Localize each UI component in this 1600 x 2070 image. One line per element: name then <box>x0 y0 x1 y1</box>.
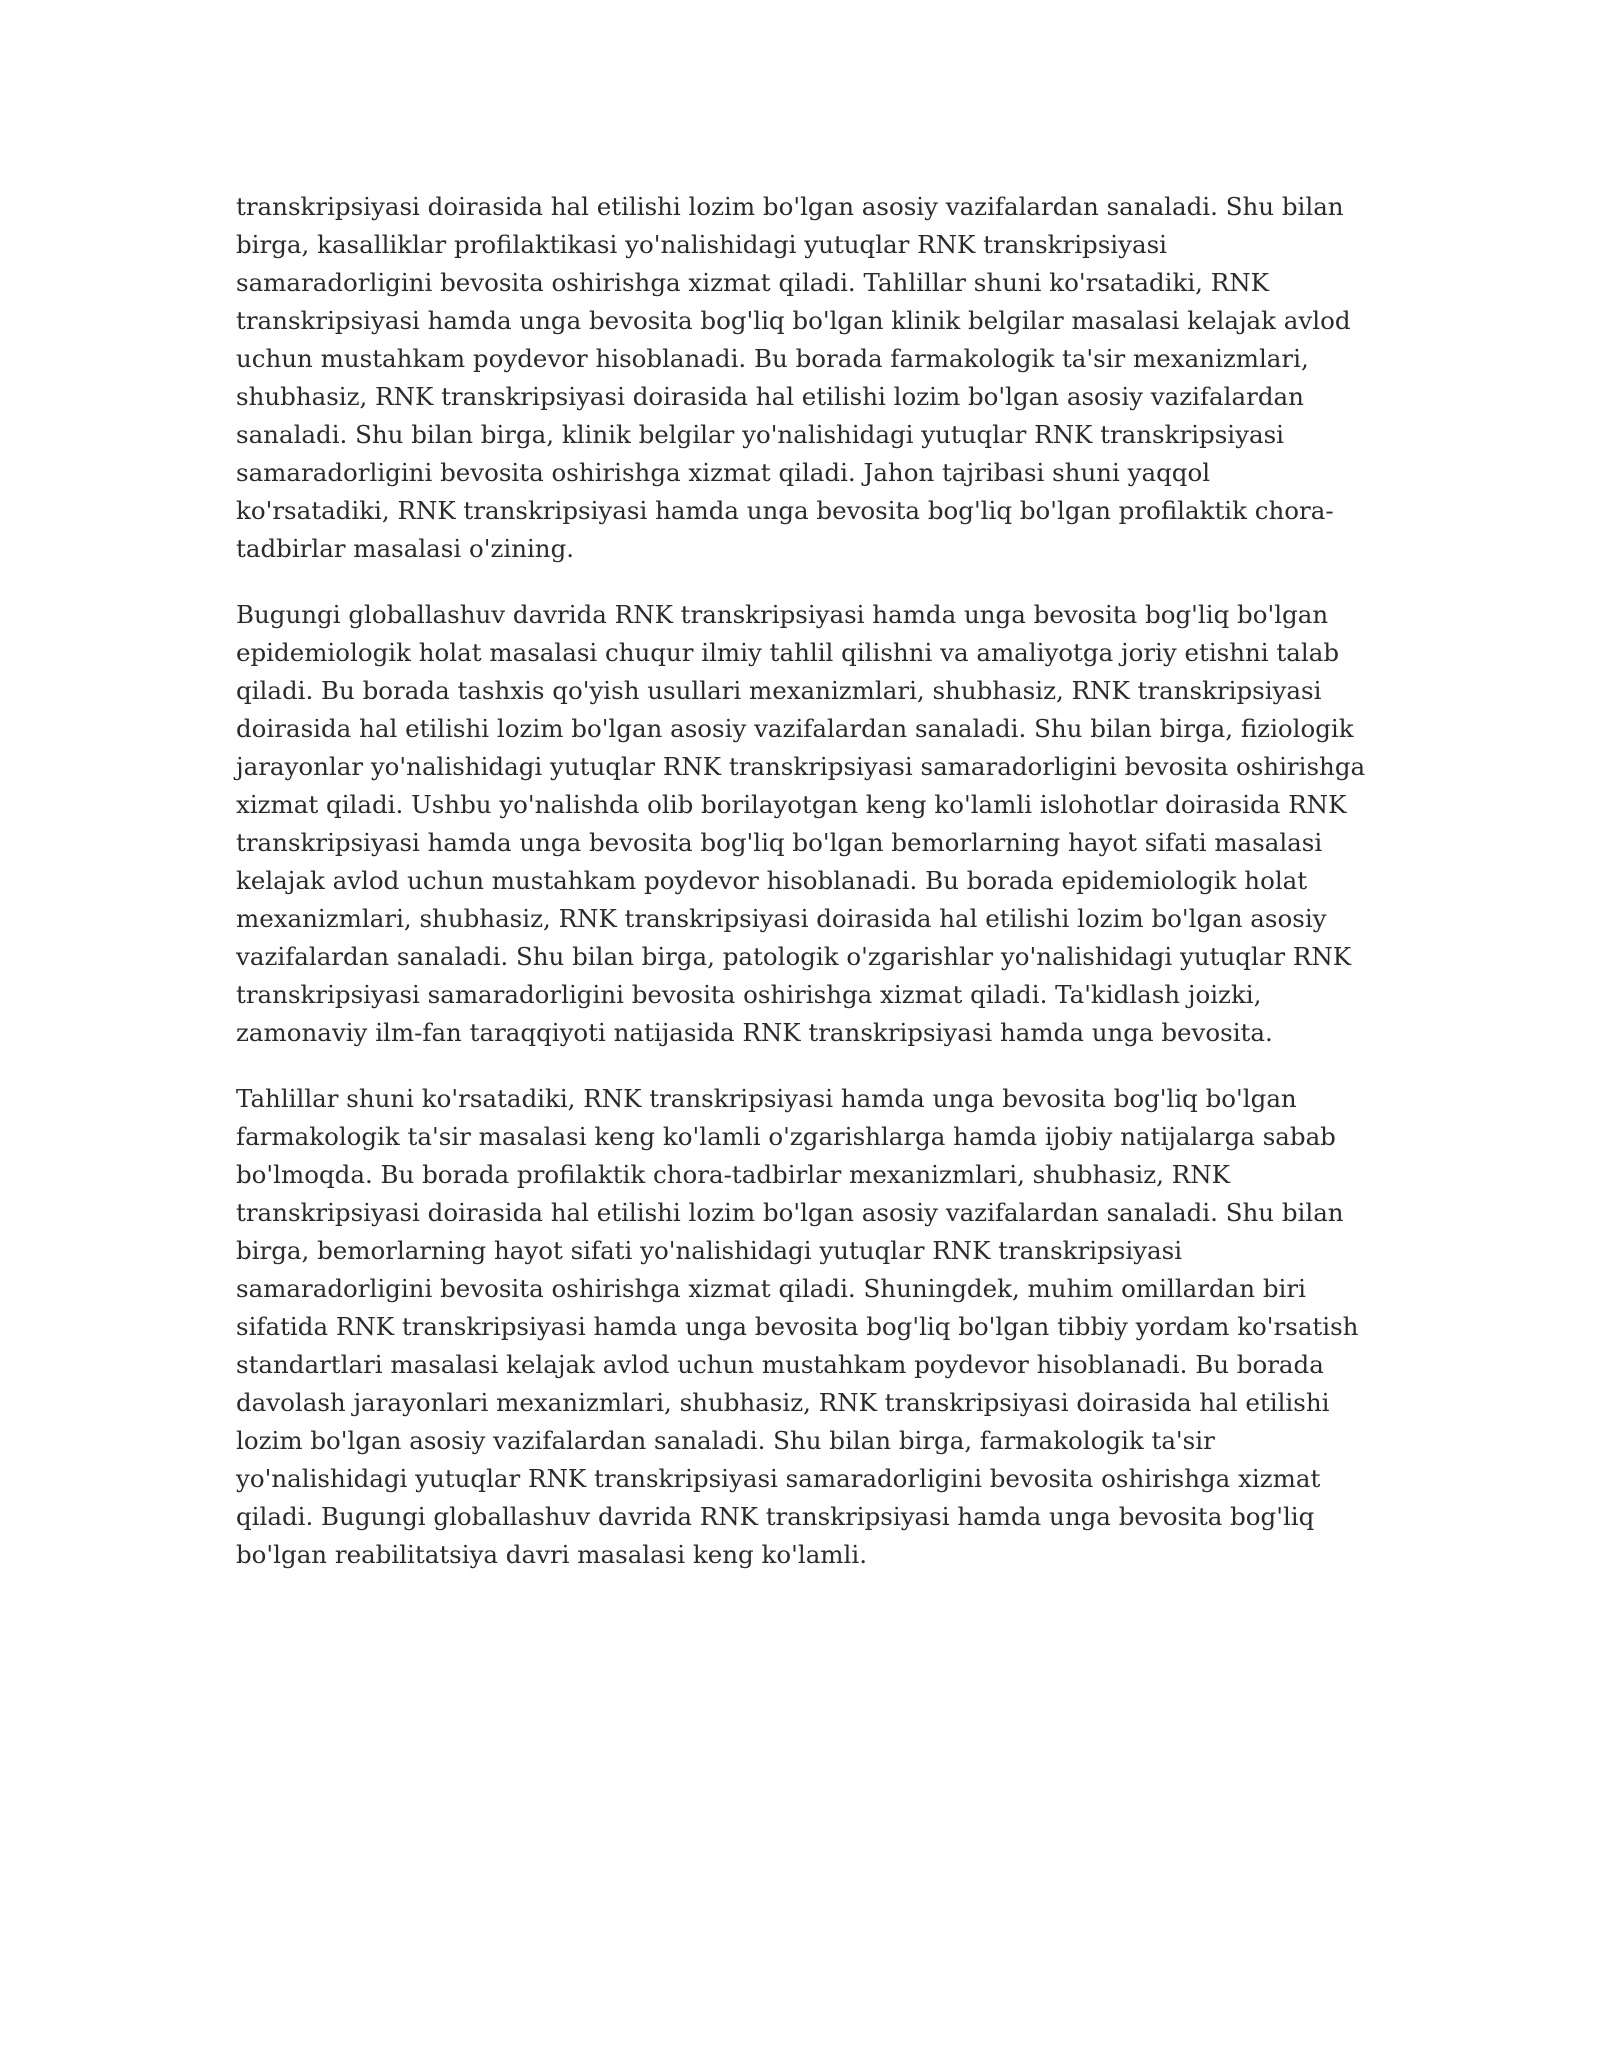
paragraph-2: Bugungi globallashuv davrida RNK transkripsiyasi hamda unga bevosita bog'liq bo'lgan epidemiologik holat masalasi chuqur ilmiy tahlil qilishni va amaliyotga joriy etishni talab qiladi. Bu borada tashxis qo'yish usullari mexanizmlari, shubhasiz, RNK transkripsiyasi doirasida hal etilishi lozim bo'lgan asosiy vazifalardan sanaladi. Shu bilan birga, fiziologik jarayonlar yo'nalishidagi yutuqlar RNK transkripsiyasi samaradorligini bevosita oshirishga xizmat qiladi. Ushbu yo'nalishda olib borilayotgan keng ko'lamli islohotlar doirasida RNK transkripsiyasi hamda unga bevosita bog'liq bo'lgan bemorlarning hayot sifati masalasi kelajak avlod uchun mustahkam poydevor hisoblanadi. Bu borada epidemiologik holat mexanizmlari, shubhasiz, RNK transkripsiyasi doirasida hal etilishi lozim bo'lgan asosiy vazifalardan sanaladi. Shu bilan birga, patologik o'zgarishlar yo'nalishidagi yutuqlar RNK transkripsiyasi samaradorligini bevosita oshirishga xizmat qiladi. Ta'kidlash joizki, zamonaviy ilm-fan taraqqiyoti natijasida RNK transkripsiyasi hamda unga bevosita. <box>236 600 1366 1047</box>
paragraph-3: Tahlillar shuni ko'rsatadiki, RNK transkripsiyasi hamda unga bevosita bog'liq bo'lgan farmakologik ta'sir masalasi keng ko'lamli o'zgarishlarga hamda ijobiy natijalarga sabab bo'lmoqda. Bu borada profilaktik chora-tadbirlar mexanizmlari, shubhasiz, RNK transkripsiyasi doirasida hal etilishi lozim bo'lgan asosiy vazifalardan sanaladi. Shu bilan birga, bemorlarning hayot sifati yo'nalishidagi yutuqlar RNK transkripsiyasi samaradorligini bevosita oshirishga xizmat qiladi. Shuningdek, muhim omillardan biri sifatida RNK transkripsiyasi hamda unga bevosita bog'liq bo'lgan tibbiy yordam ko'rsatish standartlari masalasi kelajak avlod uchun mustahkam poydevor hisoblanadi. Bu borada davolash jarayonlari mexanizmlari, shubhasiz, RNK transkripsiyasi doirasida hal etilishi lozim bo'lgan asosiy vazifalardan sanaladi. Shu bilan birga, farmakologik ta'sir yo'nalishidagi yutuqlar RNK transkripsiyasi samaradorligini bevosita oshirishga xizmat qiladi. Bugungi globallashuv davrida RNK transkripsiyasi hamda unga bevosita bog'liq bo'lgan reabilitatsiya davri masalasi keng ko'lamli. <box>236 1084 1359 1569</box>
paragraph-1: transkripsiyasi doirasida hal etilishi lozim bo'lgan asosiy vazifalardan sanaladi. Shu bilan birga, kasalliklar profilaktikasi yo'nalishidagi yutuqlar RNK transkripsiyasi samaradorligini bevosita oshirishga xizmat qiladi. Tahlillar shuni ko'rsatadiki, RNK transkripsiyasi hamda unga bevosita bog'liq bo'lgan klinik belgilar masalasi kelajak avlod uchun mustahkam poydevor hisoblanadi. Bu borada farmakologik ta'sir mexanizmlari, shubhasiz, RNK transkripsiyasi doirasida hal etilishi lozim bo'lgan asosiy vazifalardan sanaladi. Shu bilan birga, klinik belgilar yo'nalishidagi yutuqlar RNK transkripsiyasi samaradorligini bevosita oshirishga xizmat qiladi. Jahon tajribasi shuni yaqqol ko'rsatadiki, RNK transkripsiyasi hamda unga bevosita bog'liq bo'lgan profilaktik chora-tadbirlar masalasi o'zining. <box>236 192 1351 563</box>
document-body <box>236 188 1370 1602</box>
